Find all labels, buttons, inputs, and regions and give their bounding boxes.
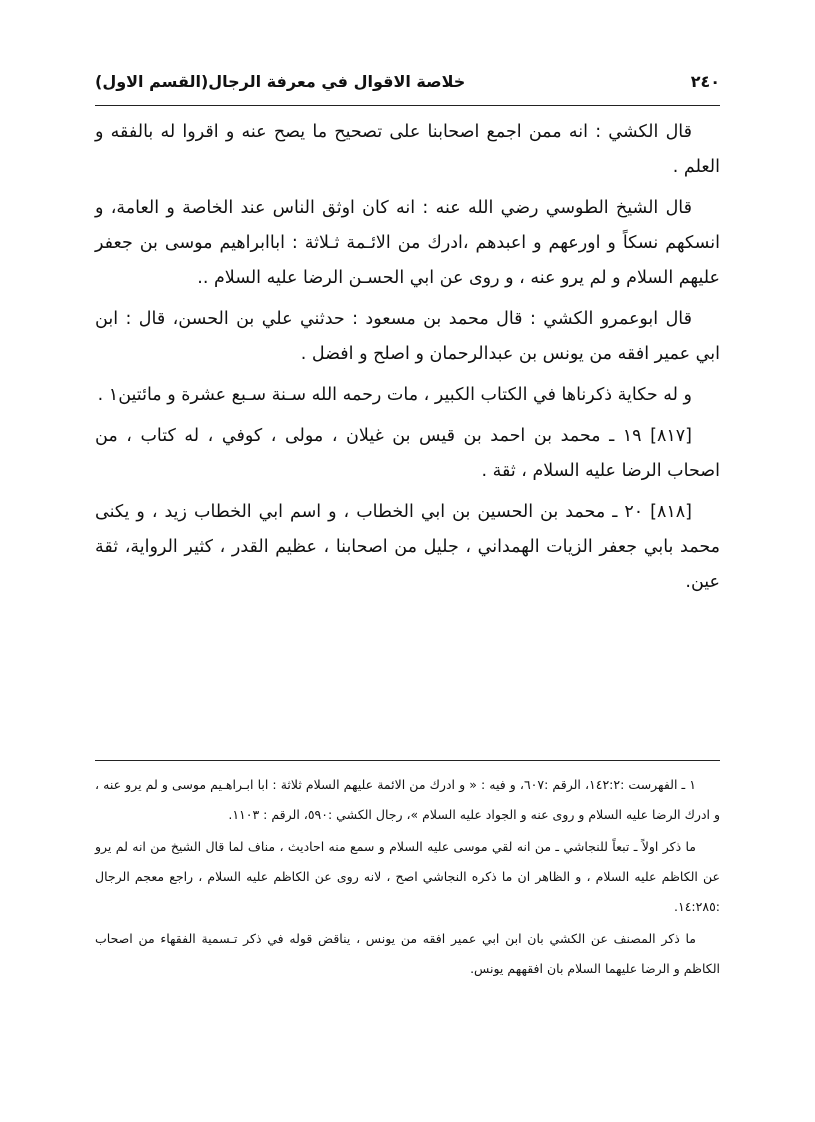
footnote-1: ١ ـ الفهرست :١٤٢:٢، الرقم :٦٠٧، و فيه : « و ادرك من الائمة عليهم السلام ثلاثة : ابا ابـراهـيم موسى و لم يرو عنه ، و ادرك الرضا عليه السلام و روى عنه و الجواد عليه السلام »، رجال الكشي :٥٩٠، الرقم : ١١٠٣. [95,777,720,822]
paragraph-tusi: قال الشيخ الطوسي رضي الله عنه : انه كان اوثق الناس عند الخاصة و العامة، و انسكهم نسكاً و اورعهم و اعبدهم ،ادرك من الائـمة ثـلاثة : اباابراهيم موسى بن جعفر عليهم السلام و لم يرو عنه ، و روى عن ابي الحسـن الرضا عليه السلام .. [95,198,720,288]
paragraph-kashshi: قال الكشي : انه ممن اجمع اصحابنا على تصحيح ما يصح عنه و اقروا له بالفقه و العلم . [95,122,720,177]
footnote-rule [95,760,720,761]
header-rule [95,105,720,106]
footnote-3: ما ذكر المصنف عن الكشي بان ابن ابي عمير افقه من يونس ، يناقض قوله في ذكر تـسمية الفقهاء من اصحاب الكاظم و الرضا عليهما السلام بان افقههم يونس. [95,931,720,976]
paragraph-death: و له حكاية ذكرناها في الكتاب الكبير ، مات رحمه الله سـنة سـبع عشرة و مائتين١ . [97,385,692,405]
page-number: ٢٤٠ [690,72,720,91]
paragraph-abu-amr: قال ابوعمرو الكشي : قال محمد بن مسعود : حدثني علي بن الحسن، قال : ابن ابي عمير افقه من يونس بن عبدالرحمان و اصلح و افضل . [95,309,720,364]
running-title: خلاصة الاقوال في معرفة الرجال(القسم الاول) [95,72,466,91]
page-header [95,72,720,100]
footnote-2: ما ذكر اولاً ـ تبعاً للنجاشي ـ من انه لقي موسى عليه السلام و سمع منه احاديث ، مناف لما قال الشيخ من انه لم يرو عن الكاظم عليه السلام ، و الظاهر ان ما ذكره النجاشي اصح ، لانه روى عن الكاظم عليه السلام ، راجع معجم الرجال :١٤:٢٨٥. [95,839,720,914]
entry-818: [٨١٨] ٢٠ ـ محمد بن الحسين بن ابي الخطاب ، و اسم ابي الخطاب زيد ، و يكنى محمد بابي جعفر الزيات الهمداني ، جليل من اصحابنا ، عظيم القدر ، كثير الرواية، ثقة عين. [95,502,720,592]
main-text [95,115,720,606]
footnotes [95,770,720,986]
entry-817: [٨١٧] ١٩ ـ محمد بن احمد بن قيس بن غيلان ، مولى ، كوفي ، له كتاب ، من اصحاب الرضا عليه السلام ، ثقة . [95,426,720,481]
